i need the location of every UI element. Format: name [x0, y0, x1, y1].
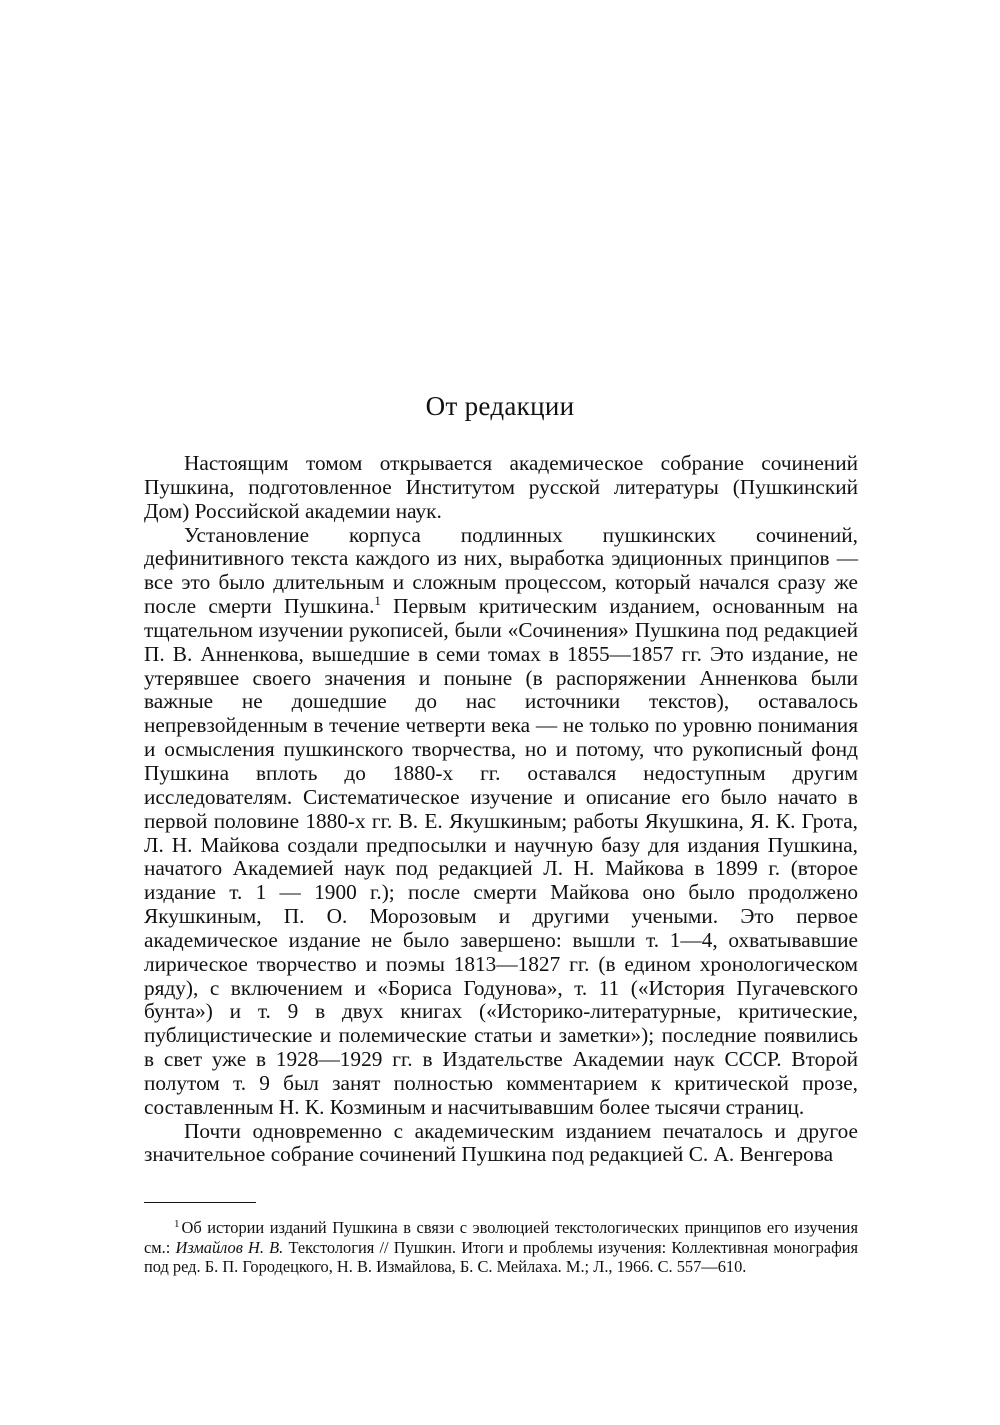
footnote-text-b: Текстология // Пушкин. Итоги и проблемы изучения: Коллективная монография под ред. Б. П. Городецкого, Н. В. Измайлова, Б. С. Мейлаха. М.; Л., 1966. С. 557—610.: [144, 1237, 858, 1277]
paragraph-3: Почти одновременно с академическим изданием печаталось и другое значительное собрание сочинений Пушкина под редакцией С. А. Венгерова: [144, 1118, 858, 1167]
paragraph-2: [144, 524, 858, 1120]
page-title: От редакции: [425, 391, 575, 421]
footnote-number: 1: [174, 1217, 180, 1230]
footnote-text-a: Об истории изданий Пушкина в связи с эволюцией текстологических принципов его изучения см.:: [144, 1218, 858, 1257]
paragraph-2-text-a: Установление корпуса подлинных пушкинских сочинений, дефинитивного текста каждого из них, выработка эдиционных принципов — все это было длительным и сложным процессом, который начался сразу же после смерти Пушкина.: [144, 522, 858, 619]
footnote-divider: [144, 1202, 256, 1203]
main-text: [144, 452, 858, 1167]
footnote-author: Измайлов Н. В.: [175, 1237, 284, 1257]
paragraph-1: Настоящим томом открывается академическое собрание сочинений Пушкина, подготовленное Институтом русской литературы (Пушкинский Дом) Российской академии наук.: [144, 451, 858, 523]
footnote: [144, 1218, 858, 1277]
footnote-paragraph: [144, 1218, 858, 1277]
footnote-reference[interactable]: 1: [374, 592, 381, 608]
paragraph-2-text-b: Первым критическим изданием, основанным на тщательном изучении рукописей, были «Сочинения» Пушкина под редакцией П. В. Анненкова, вышедшие в семи томах в 1855—1857 гг. Это издание, не утерявшее своего значения и поныне (в распоряжении Анненкова были важные не дошедшие до нас источники текстов), оставалось непревзойденным в течение четверти века — не только по уровню понимания и осмысления пушкинского творчества, но и потому, что рукописный фонд Пушкина вплоть до 1880-х гг. оставался недоступным другим исследователям. Систематическое изучение и описание его было начато в первой половине 1880-х гг. В. Е. Якушкиным; работы Якушкина, Я. К. Грота, Л. Н. Майкова создали предпосылки и научную базу для издания Пушкина, начатого Академией наук под редакцией Л. Н. Майкова в 1899 г. (второе издание т. 1 — 1900 г.); после смерти Майкова оно было продолжено Якушкиным, П. О. Морозовым и другими учеными. Это первое академическое издание не было завершено: вышли т. 1—4, охватывавшие лирическое творчество и поэмы 1813—1827 гг. (в едином хронологическом ряду), с включением и «Бориса Годунова», т. 11 («История Пугачевского бунта») и т. 9 в двух книгах («Историко-литературные, критические, публицистические и полемические статьи и заметки»); последние появились в свет уже в 1928—1929 гг. в Издательстве Академии наук СССР. Второй полутом т. 9 был занят полностью комментарием к критической прозе, составленным Н. К. Козминым и насчитывавшим более тысячи страниц.: [144, 594, 858, 1119]
